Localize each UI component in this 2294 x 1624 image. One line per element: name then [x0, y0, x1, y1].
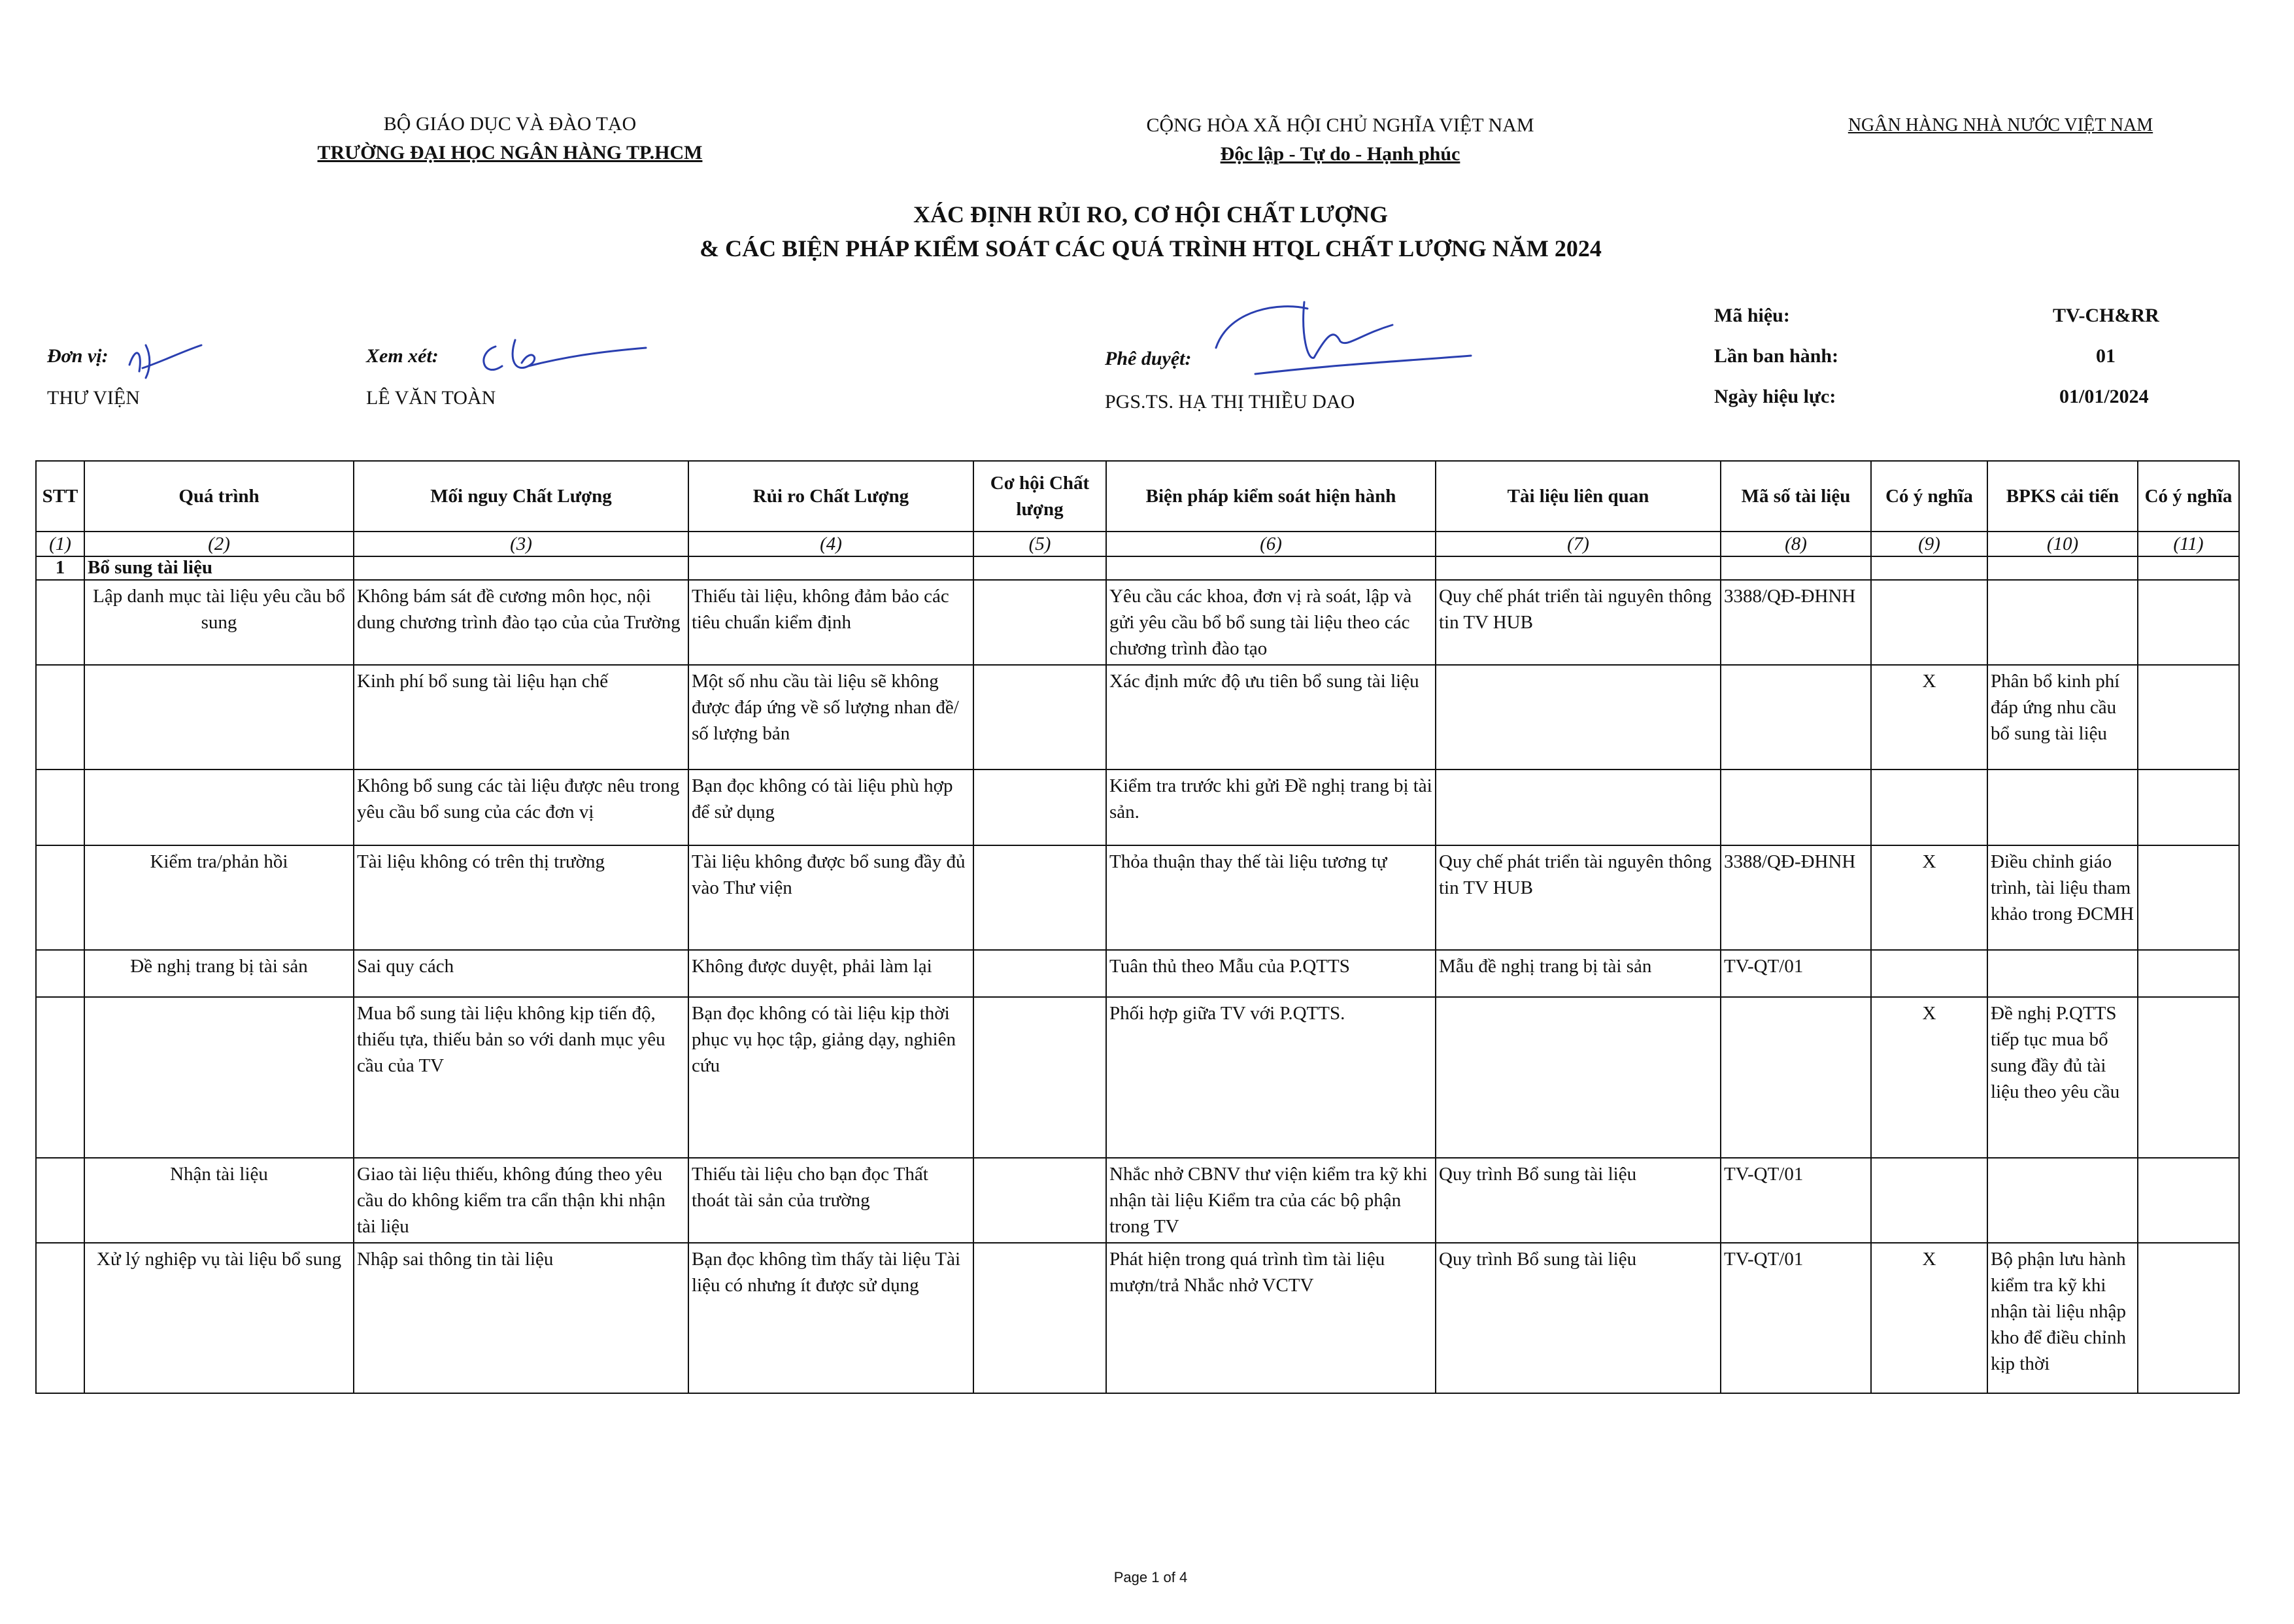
- cell-improvement: Đề nghị P.QTTS tiếp tục mua bổ sung đầy đủ tài liệu theo yêu cầu: [1987, 997, 2138, 1158]
- cell-control: Phát hiện trong quá trình tìm tài liệu mượn/trả Nhắc nhở VCTV: [1106, 1243, 1436, 1393]
- bank-header: [1752, 111, 2249, 140]
- cell-stt: [36, 580, 84, 665]
- cell-significant-2: [2138, 950, 2239, 997]
- cell-significant: [1871, 770, 1987, 845]
- issue-value: 01: [2096, 345, 2116, 367]
- national-motto: Độc lập - Tự do - Hạnh phúc: [1220, 143, 1460, 165]
- col-header-opportunity: Cơ hội Chất lượng: [973, 461, 1106, 532]
- col-number: (1): [36, 532, 84, 556]
- cell-doc-code: [1721, 770, 1871, 845]
- cell-control: Kiểm tra trước khi gửi Đề nghị trang bị tài sản.: [1106, 770, 1436, 845]
- unit-label: Đơn vị:: [47, 345, 109, 367]
- table-row: [36, 997, 2239, 1158]
- col-number: (7): [1436, 532, 1721, 556]
- cell-improvement: Phân bổ kinh phí đáp ứng nhu cầu bổ sung tài liệu: [1987, 665, 2138, 770]
- risk-table: [35, 460, 2240, 1394]
- cell-hazard: Nhập sai thông tin tài liệu: [354, 1243, 688, 1393]
- cell-doc-code: [1721, 665, 1871, 770]
- cell-stt: [36, 665, 84, 770]
- date-value: 01/01/2024: [2059, 386, 2149, 407]
- cell-significant-2: [2138, 665, 2239, 770]
- cell-doc-code: 3388/QĐ-ĐHNH: [1721, 580, 1871, 665]
- cell-opportunity: [973, 770, 1106, 845]
- column-number-row: [36, 532, 2239, 556]
- issue-label: Lần ban hành:: [1714, 345, 1839, 367]
- cell-significant: X: [1871, 1243, 1987, 1393]
- unit-name: THƯ VIỆN: [47, 387, 140, 409]
- col-number: (3): [354, 532, 688, 556]
- cell-significant-2: [2138, 770, 2239, 845]
- cell-related-docs: Quy trình Bổ sung tài liệu: [1436, 1243, 1721, 1393]
- cell-control: Phối hợp giữa TV với P.QTTS.: [1106, 997, 1436, 1158]
- cell-risk: Bạn đọc không tìm thấy tài liệu Tài liệu có nhưng ít được sử dụng: [688, 1243, 973, 1393]
- cell-stt: [36, 997, 84, 1158]
- cell-control: Tuân thủ theo Mẫu của P.QTTS: [1106, 950, 1436, 997]
- cell-significant: [1871, 580, 1987, 665]
- bank-name: NGÂN HÀNG NHÀ NƯỚC VIỆT NAM: [1847, 115, 2153, 135]
- review-signature: [469, 327, 652, 386]
- cell-related-docs: [1436, 665, 1721, 770]
- col-header-process: Quá trình: [84, 461, 354, 532]
- cell-doc-code: TV-QT/01: [1721, 1158, 1871, 1243]
- cell-hazard: Sai quy cách: [354, 950, 688, 997]
- cell-doc-code: [1721, 997, 1871, 1158]
- cell-control: Thỏa thuận thay thế tài liệu tương tự: [1106, 845, 1436, 950]
- cell-doc-code: 3388/QĐ-ĐHNH: [1721, 845, 1871, 950]
- cell-hazard: Không bám sát đề cương môn học, nội dung chương trình đào tạo của của Trường: [354, 580, 688, 665]
- cell-significant-2: [2138, 580, 2239, 665]
- cell-risk: Tài liệu không được bổ sung đầy đủ vào Thư viện: [688, 845, 973, 950]
- approve-signature: [1177, 296, 1477, 387]
- col-header-significant-2: Có ý nghĩa: [2138, 461, 2239, 532]
- col-number: (6): [1106, 532, 1436, 556]
- cell-significant: [1871, 1158, 1987, 1243]
- cell-significant: X: [1871, 665, 1987, 770]
- table-row: [36, 770, 2239, 845]
- cell-significant-2: [2138, 997, 2239, 1158]
- col-number: (4): [688, 532, 973, 556]
- code-value: TV-CH&RR: [2053, 305, 2159, 326]
- cell-significant-2: [2138, 1243, 2239, 1393]
- cell-improvement: [1987, 770, 2138, 845]
- col-header-improvement: BPKS cải tiến: [1987, 461, 2138, 532]
- col-number: (10): [1987, 532, 2138, 556]
- cell-hazard: Không bổ sung các tài liệu được nêu trong yêu cầu bổ sung của các đơn vị: [354, 770, 688, 845]
- table-row: [36, 580, 2239, 665]
- col-header-doc-code: Mã số tài liệu: [1721, 461, 1871, 532]
- cell-improvement: Bộ phận lưu hành kiểm tra kỹ khi nhận tài liệu nhập kho để điều chỉnh kịp thời: [1987, 1243, 2138, 1393]
- cell-opportunity: [973, 950, 1106, 997]
- cell-stt: [36, 950, 84, 997]
- section-row: [36, 556, 2239, 580]
- cell-hazard: Kinh phí bổ sung tài liệu hạn chế: [354, 665, 688, 770]
- cell-improvement: [1987, 950, 2138, 997]
- col-header-risk: Rủi ro Chất Lượng: [688, 461, 973, 532]
- table-row: [36, 845, 2239, 950]
- cell-improvement: Điều chỉnh giáo trình, tài liệu tham khảo trong ĐCMH: [1987, 845, 2138, 950]
- cell-risk: Không được duyệt, phải làm lại: [688, 950, 973, 997]
- cell-related-docs: Quy chế phát triển tài nguyên thông tin TV HUB: [1436, 845, 1721, 950]
- cell-process: Xử lý nghiệp vụ tài liệu bổ sung: [84, 1243, 354, 1393]
- title-line-1: XÁC ĐỊNH RỦI RO, CƠ HỘI CHẤT LƯỢNG: [913, 201, 1389, 228]
- code-label: Mã hiệu:: [1714, 305, 1790, 326]
- cell-risk: Bạn đọc không có tài liệu kịp thời phục vụ học tập, giảng dạy, nghiên cứu: [688, 997, 973, 1158]
- date-label: Ngày hiệu lực:: [1714, 386, 1836, 407]
- cell-hazard: Tài liệu không có trên thị trường: [354, 845, 688, 950]
- col-number: (5): [973, 532, 1106, 556]
- unit-signature: [116, 332, 208, 384]
- cell-control: Xác định mức độ ưu tiên bổ sung tài liệu: [1106, 665, 1436, 770]
- national-title: CỘNG HÒA XÃ HỘI CHỦ NGHĨA VIỆT NAM: [1146, 114, 1534, 136]
- cell-process: Nhận tài liệu: [84, 1158, 354, 1243]
- cell-hazard: Giao tài liệu thiếu, không đúng theo yêu cầu do không kiểm tra cẩn thận khi nhận tài liệu: [354, 1158, 688, 1243]
- university-name: TRƯỜNG ĐẠI HỌC NGÂN HÀNG TP.HCM: [317, 142, 703, 163]
- approver-name: PGS.TS. HẠ THỊ THIỀU DAO: [1105, 391, 1355, 413]
- cell-stt: [36, 1158, 84, 1243]
- cell-process: [84, 665, 354, 770]
- cell-process: Lập danh mục tài liệu yêu cầu bổ sung: [84, 580, 354, 665]
- cell-related-docs: [1436, 770, 1721, 845]
- review-label: Xem xét:: [366, 345, 439, 367]
- cell-significant-2: [2138, 1158, 2239, 1243]
- cell-doc-code: TV-QT/01: [1721, 950, 1871, 997]
- approve-label: Phê duyệt:: [1105, 348, 1192, 369]
- cell-improvement: [1987, 580, 2138, 665]
- col-header-stt: STT: [36, 461, 84, 532]
- cell-control: Nhắc nhở CBNV thư viện kiểm tra kỹ khi nhận tài liệu Kiểm tra của các bộ phận trong TV: [1106, 1158, 1436, 1243]
- cell-stt: [36, 1243, 84, 1393]
- cell-process: Kiểm tra/phản hồi: [84, 845, 354, 950]
- reviewer-name: LÊ VĂN TOÀN: [366, 387, 496, 409]
- col-header-significant: Có ý nghĩa: [1871, 461, 1987, 532]
- table-row: [36, 950, 2239, 997]
- table-row: [36, 1243, 2239, 1393]
- cell-stt: [36, 845, 84, 950]
- cell-related-docs: Mẫu đề nghị trang bị tài sản: [1436, 950, 1721, 997]
- title-line-2: & CÁC BIỆN PHÁP KIỂM SOÁT CÁC QUÁ TRÌNH HTQL CHẤT LƯỢNG NĂM 2024: [700, 235, 1602, 262]
- cell-doc-code: TV-QT/01: [1721, 1243, 1871, 1393]
- col-number: (2): [84, 532, 354, 556]
- col-number: (9): [1871, 532, 1987, 556]
- col-number: (11): [2138, 532, 2239, 556]
- cell-significant-2: [2138, 845, 2239, 950]
- cell-related-docs: Quy trình Bổ sung tài liệu: [1436, 1158, 1721, 1243]
- cell-risk: Một số nhu cầu tài liệu sẽ không được đáp ứng về số lượng nhan đề/ số lượng bản: [688, 665, 973, 770]
- cell-hazard: Mua bổ sung tài liệu không kịp tiến độ, thiếu tựa, thiếu bản so với danh mục yêu cầu của TV: [354, 997, 688, 1158]
- col-header-related-docs: Tài liệu liên quan: [1436, 461, 1721, 532]
- cell-related-docs: [1436, 997, 1721, 1158]
- col-header-control: Biện pháp kiểm soát hiện hành: [1106, 461, 1436, 532]
- cell-process: [84, 770, 354, 845]
- section-stt: 1: [36, 556, 84, 580]
- cell-risk: Bạn đọc không có tài liệu phù hợp để sử dụng: [688, 770, 973, 845]
- table-row: [36, 1158, 2239, 1243]
- document-title: [392, 197, 1909, 265]
- cell-risk: Thiếu tài liệu, không đảm bảo các tiêu chuẩn kiểm định: [688, 580, 973, 665]
- cell-opportunity: [973, 997, 1106, 1158]
- ministry-header: [248, 110, 771, 167]
- table-row: [36, 665, 2239, 770]
- cell-risk: Thiếu tài liệu cho bạn đọc Thất thoát tài sản của trường: [688, 1158, 973, 1243]
- cell-opportunity: [973, 1158, 1106, 1243]
- cell-significant: X: [1871, 997, 1987, 1158]
- cell-improvement: [1987, 1158, 2138, 1243]
- col-header-hazard: Mối nguy Chất Lượng: [354, 461, 688, 532]
- cell-process: Đề nghị trang bị tài sản: [84, 950, 354, 997]
- cell-opportunity: [973, 665, 1106, 770]
- cell-opportunity: [973, 1243, 1106, 1393]
- national-header: [1046, 111, 1634, 169]
- cell-significant: X: [1871, 845, 1987, 950]
- page-number: Page 1 of 4: [1113, 1569, 1188, 1585]
- header-row: [36, 461, 2239, 532]
- cell-stt: [36, 770, 84, 845]
- ministry-name: BỘ GIÁO DỤC VÀ ĐÀO TẠO: [383, 113, 637, 135]
- section-name: Bổ sung tài liệu: [84, 556, 354, 580]
- cell-process: [84, 997, 354, 1158]
- cell-opportunity: [973, 845, 1106, 950]
- cell-related-docs: Quy chế phát triển tài nguyên thông tin TV HUB: [1436, 580, 1721, 665]
- cell-significant: [1871, 950, 1987, 997]
- col-number: (8): [1721, 532, 1871, 556]
- cell-opportunity: [973, 580, 1106, 665]
- cell-control: Yêu cầu các khoa, đơn vị rà soát, lập và gửi yêu cầu bổ bổ sung tài liệu theo các chương trình đào tạo: [1106, 580, 1436, 665]
